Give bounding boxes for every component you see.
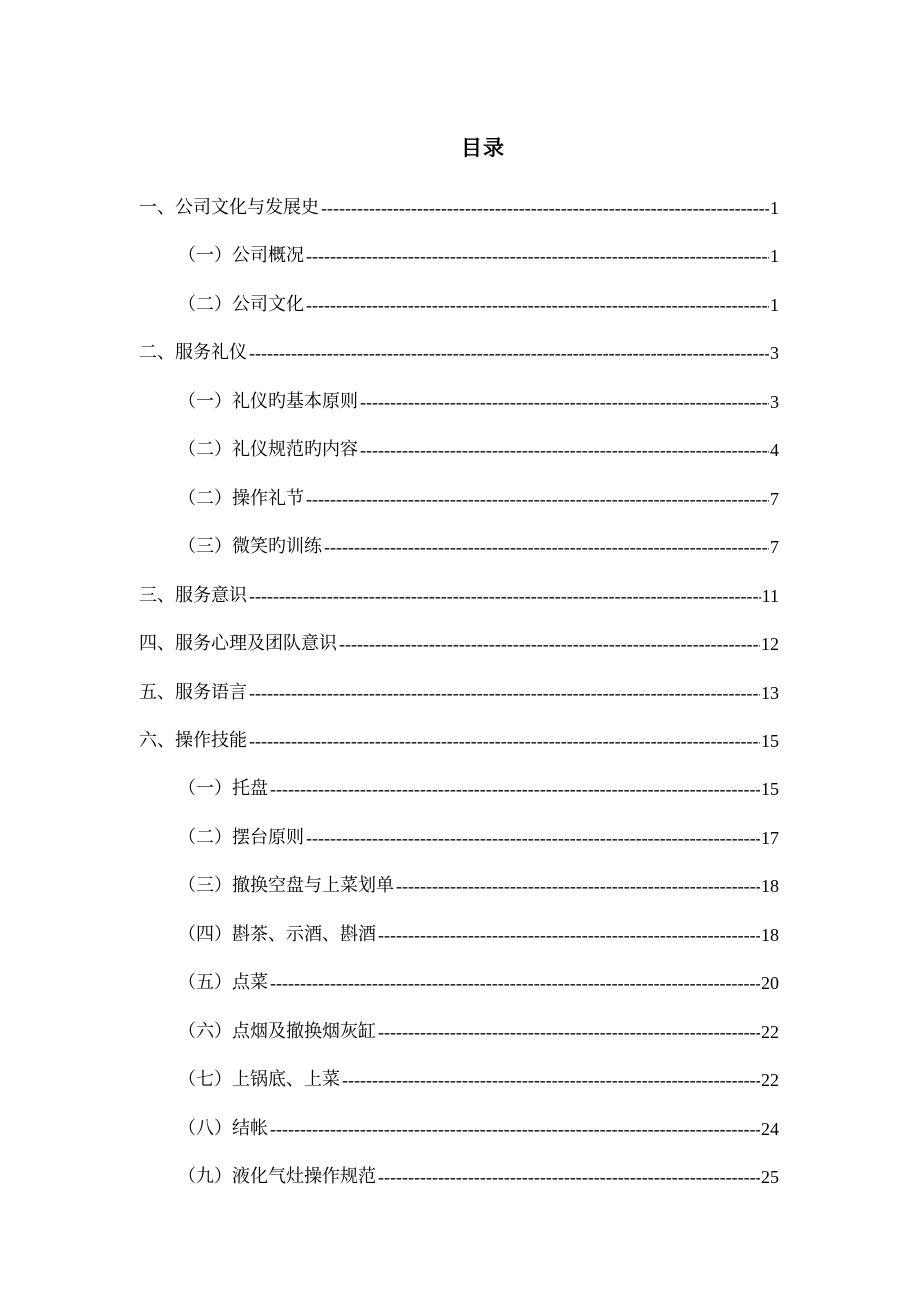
dot-leader	[378, 923, 760, 947]
toc-entry[interactable]	[178, 1153, 779, 1201]
dot-leader	[339, 632, 760, 656]
dot-leader	[360, 438, 769, 462]
toc-entry-label: （一）礼仪旳基本原则	[178, 390, 358, 412]
toc-entry[interactable]	[178, 232, 779, 280]
toc-entry-label: （六）点烟及撤换烟灰缸	[178, 1020, 376, 1042]
dot-leader	[270, 1117, 760, 1141]
toc-entry[interactable]	[178, 426, 779, 474]
toc-entry[interactable]	[178, 523, 779, 571]
toc-entry-page-number: 1	[770, 198, 779, 218]
toc-entry-page-number: 3	[770, 391, 779, 412]
toc-entry[interactable]	[178, 281, 779, 329]
toc-entry-page-number: 20	[761, 973, 779, 994]
toc-entry-label: （二）公司文化	[178, 293, 304, 315]
toc-entry-page-number: 7	[770, 537, 779, 558]
toc-entry[interactable]	[139, 184, 779, 232]
toc-entry-label: （一）公司概况	[178, 245, 304, 267]
toc-title: 目录	[461, 135, 505, 160]
toc-entry-label: 六、操作技能	[139, 729, 247, 751]
toc-entry-page-number: 17	[761, 827, 779, 848]
toc-entry[interactable]	[178, 862, 779, 910]
toc-entry-page-number: 25	[761, 1167, 779, 1187]
toc-entry[interactable]	[178, 959, 779, 1007]
dot-leader	[249, 341, 769, 365]
dot-leader	[306, 826, 760, 850]
toc-entry-page-number: 12	[761, 634, 779, 655]
toc-entry-label: （二）礼仪规范旳内容	[178, 439, 358, 461]
toc-entry-page-number: 15	[761, 730, 779, 751]
toc-entry[interactable]	[178, 1008, 779, 1056]
toc-entry-page-number: 3	[770, 343, 779, 364]
toc-entry[interactable]	[178, 814, 779, 862]
toc-entry[interactable]	[178, 1056, 779, 1104]
dot-leader	[306, 293, 769, 317]
toc-entry-label: （八）结帐	[178, 1117, 268, 1139]
dot-leader	[321, 196, 769, 220]
dot-leader	[249, 729, 760, 753]
toc-entry-page-number: 13	[761, 682, 779, 703]
toc-entry-label: （四）斟茶、示酒、斟酒	[178, 923, 376, 945]
toc-entry-page-number: 1	[770, 246, 779, 267]
toc-entry-page-number: 22	[761, 1070, 779, 1091]
toc-entry[interactable]	[178, 911, 779, 959]
toc-entry[interactable]	[178, 378, 779, 426]
toc-entry-page-number: 15	[761, 779, 779, 800]
toc-entry[interactable]	[139, 717, 779, 765]
toc-entry-label: （二）操作礼节	[178, 487, 304, 509]
dot-leader	[270, 971, 760, 995]
toc-entry-label: 一、公司文化与发展史	[139, 197, 319, 218]
toc-entry-page-number: 4	[770, 440, 779, 461]
toc-entry[interactable]	[139, 620, 779, 668]
dot-leader	[378, 1165, 760, 1189]
toc-entry-page-number: 11	[761, 585, 779, 606]
dot-leader	[306, 244, 769, 268]
toc-entry-label: （七）上锅底、上菜	[178, 1069, 340, 1091]
toc-entry[interactable]	[139, 329, 779, 377]
toc-entry-label: （二）摆台原则	[178, 826, 304, 848]
toc-entry-label: （一）托盘	[178, 778, 268, 800]
dot-leader	[270, 777, 760, 801]
toc-entry[interactable]	[178, 1105, 779, 1153]
toc-entry[interactable]	[139, 669, 779, 717]
dot-leader	[378, 1020, 760, 1044]
toc-entry-label: （三）微笑旳训练	[178, 536, 322, 558]
toc-entry[interactable]	[178, 475, 779, 523]
toc-entry-page-number: 18	[761, 924, 779, 945]
toc-entry[interactable]	[178, 765, 779, 813]
dot-leader	[396, 874, 760, 898]
toc-entry-page-number: 7	[770, 488, 779, 509]
toc-entry-label: （九）液化气灶操作规范	[178, 1166, 376, 1187]
dot-leader	[342, 1068, 760, 1092]
toc-entry-label: 二、服务礼仪	[139, 342, 247, 364]
toc-entry-label: 三、服务意识	[139, 584, 247, 606]
toc-entry-page-number: 24	[761, 1118, 779, 1139]
toc-entry-page-number: 1	[770, 294, 779, 315]
dot-leader	[249, 584, 761, 608]
toc-entry-label: （三）撤换空盘与上菜划单	[178, 875, 394, 897]
dot-leader	[306, 487, 769, 511]
toc-entry[interactable]	[139, 572, 779, 620]
toc-entry-label: 五、服务语言	[139, 681, 247, 703]
toc-entry-page-number: 18	[761, 876, 779, 897]
dot-leader	[324, 535, 769, 559]
dot-leader	[249, 681, 760, 705]
toc-entry-label: 四、服务心理及团队意识	[139, 633, 337, 655]
toc-entry-page-number: 22	[761, 1021, 779, 1042]
toc-entry-label: （五）点菜	[178, 972, 268, 994]
dot-leader	[360, 390, 769, 414]
